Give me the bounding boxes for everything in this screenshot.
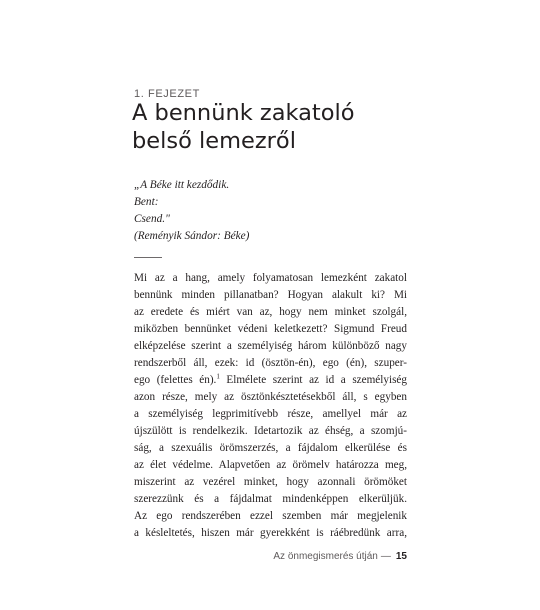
body-line <box>134 372 407 389</box>
running-footer-title: Az önmegismerés útján <box>273 551 378 562</box>
running-footer-separator: — <box>380 551 391 562</box>
footnote-reference[interactable]: 1 <box>216 372 220 381</box>
page-number: 15 <box>395 551 407 562</box>
body-line: elképzelése szerint a személyiség három különböző nagy <box>134 340 407 352</box>
body-line: rendszerből áll, ezek: id (ösztön-én), ego (én), szuper- <box>134 357 407 369</box>
body-line: a késleltetés, hiszen már gyerekként is ráébredünk arra, <box>134 527 407 539</box>
epigraph-attribution: (Reményik Sándor: Béke) <box>134 230 250 242</box>
body-line: bennünk minden pillanatban? Hogyan alakult ki? Mi <box>134 289 407 301</box>
body-line-end: Elmélete szerint az id a személyiség <box>219 374 407 386</box>
epigraph-line: „A Béke itt kezdődik. <box>134 179 230 191</box>
body-line: újszülött is rendelkezik. Idetartozik az éhség, a szomjú- <box>134 425 407 437</box>
body-line: miszerint az vezérel minket, hogy azonnali örömöket <box>134 476 407 488</box>
body-line-start: ego (felettes én). <box>134 374 217 386</box>
body-paragraph <box>134 270 407 542</box>
body-line: szerezzünk és a fájdalmat mindenképpen elkerüljük. <box>134 493 407 505</box>
body-line: az eredete és miért van az, hogy nem minket szolgál, <box>134 306 407 318</box>
body-line: Az ego rendszerében ezzel szemben már megjelenik <box>134 510 407 522</box>
chapter-label: 1. FEJEZET <box>134 88 200 100</box>
chapter-title-line: A bennünk zakatoló <box>132 100 355 126</box>
body-line: azon része, mely az ösztönkésztetésekből áll, s egyben <box>134 391 407 403</box>
running-footer <box>273 551 407 562</box>
body-line: a személyiség legprimitívebb része, amellyel már az <box>134 408 407 420</box>
body-line: Mi az a hang, amely folyamatosan lemezként zakatol <box>134 272 407 284</box>
body-line: ság, a szexuális örömszerzés, a fájdalom elkerülése és <box>134 442 407 454</box>
chapter-title-line: belső lemezről <box>132 128 296 154</box>
chapter-title <box>132 99 355 155</box>
epigraph-line: Csend." <box>134 213 170 225</box>
epigraph-line: Bent: <box>134 196 159 208</box>
body-line: az élet védelme. Alapvetően az örömelv határozza meg, <box>134 459 407 471</box>
epigraph <box>134 177 249 245</box>
body-line: miközben bennünket védeni keletkezett? Sigmund Freud <box>134 323 407 335</box>
section-divider <box>134 257 162 258</box>
